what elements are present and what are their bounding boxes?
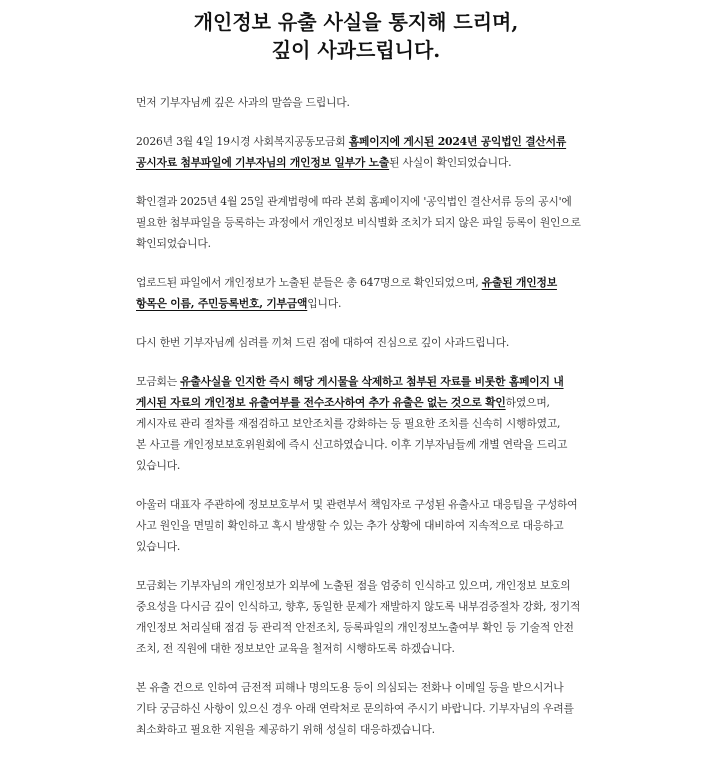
emphasized-text: 항목은 이름, 주민등록번호, 기부금액 (136, 297, 308, 310)
notice-body (136, 92, 586, 758)
paragraph-line (136, 515, 586, 536)
paragraph-4 (136, 272, 586, 314)
paragraph-line (136, 698, 586, 719)
paragraph-line (136, 212, 586, 233)
body-text: 확인결과 2025년 4월 25일 관계법령에 따라 본회 홈페이지에 '공익법인 결산서류 등의 공시'에 (136, 195, 572, 208)
body-text: 있습니다. (136, 459, 181, 472)
body-text: 모금회는 (136, 375, 181, 388)
paragraph-line (136, 638, 586, 659)
paragraph-line (136, 575, 586, 596)
body-text: 다시 한번 기부자님께 심려를 끼쳐 드린 점에 대하여 진심으로 깊이 사과드립니다. (136, 336, 510, 349)
body-text: 기타 궁금하신 사항이 있으신 경우 아래 연락처로 문의하여 주시기 바랍니다. 기부자님의 우려를 (136, 702, 574, 715)
paragraph-line (136, 677, 586, 698)
paragraph-6 (136, 371, 586, 476)
paragraph-1 (136, 92, 586, 113)
emphasized-text: 공시자료 첨부파일에 기부자님의 개인정보 일부가 노출 (136, 156, 390, 169)
paragraph-line (136, 131, 586, 152)
paragraph-3 (136, 191, 586, 254)
body-text: 된 사실이 확인되었습니다. (389, 156, 512, 169)
body-text: 게시자료 관리 절차를 재점검하고 보안조치를 강화하는 등 필요한 조치를 신속히 시행하였고, (136, 417, 561, 430)
title-line-1: 개인정보 유출 사실을 통지해 드리며, (193, 10, 519, 34)
paragraph-line (136, 434, 586, 455)
emphasized-text: 유출사실을 인지한 즉시 해당 게시물을 삭제하고 첨부된 자료를 비롯한 홈페이지 내 (180, 375, 564, 388)
emphasized-text: 유출된 개인정보 (481, 276, 557, 289)
paragraph-9 (136, 677, 586, 740)
body-text: 모금회는 기부자님의 개인정보가 외부에 노출된 점을 엄중히 인식하고 있으며, 개인정보 보호의 (136, 579, 571, 592)
page-title (0, 8, 712, 64)
body-text: 아울러 대표자 주관하에 정보보호부서 및 관련부서 책임자로 구성된 유출사고 대응팀을 구성하여 (136, 498, 578, 511)
paragraph-line (136, 392, 586, 413)
paragraph-line (136, 272, 586, 293)
paragraph-line (136, 332, 586, 353)
paragraph-line (136, 371, 586, 392)
paragraph-line (136, 596, 586, 617)
body-text: 사고 원인을 면밀히 확인하고 혹시 발생할 수 있는 추가 상황에 대비하여 지속적으로 대응하고 (136, 519, 564, 532)
paragraph-line (136, 413, 586, 434)
body-text: 중요성을 다시금 깊이 인식하고, 향후, 동일한 문제가 재발하지 않도록 내부검증절차 강화, 정기적 (136, 600, 581, 613)
paragraph-line (136, 191, 586, 212)
body-text: 필요한 첨부파일을 등록하는 과정에서 개인정보 비식별화 조치가 되지 않은 파일 등록이 원인으로 (136, 216, 581, 229)
paragraph-line (136, 92, 586, 113)
paragraph-8 (136, 575, 586, 659)
body-text: 입니다. (307, 297, 342, 310)
paragraph-line (136, 719, 586, 740)
paragraph-5 (136, 332, 586, 353)
body-text: 본 유출 건으로 인하여 금전적 피해나 명의도용 등이 의심되는 전화나 이메일 등을 받으시거나 (136, 681, 564, 694)
body-text: 업로드된 파일에서 개인정보가 노출된 분들은 총 647명으로 확인되었으며, (136, 276, 482, 289)
paragraph-2 (136, 131, 586, 173)
paragraph-line (136, 152, 586, 173)
paragraph-line (136, 536, 586, 557)
body-text: 조치, 전 직원에 대한 정보보안 교육을 철저히 시행하도록 하겠습니다. (136, 642, 455, 655)
paragraph-line (136, 494, 586, 515)
body-text: 있습니다. (136, 540, 181, 553)
title-line-2: 깊이 사과드립니다. (271, 38, 441, 62)
paragraph-line (136, 617, 586, 638)
emphasized-text: 홈페이지에 게시된 2024년 공익법인 결산서류 (348, 135, 567, 148)
emphasized-text: 게시된 자료의 개인정보 유출여부를 전수조사하여 추가 유출은 없는 것으로 확인 (136, 396, 506, 409)
body-text: 최소화하고 필요한 지원을 제공하기 위해 성실히 대응하겠습니다. (136, 723, 435, 736)
paragraph-7 (136, 494, 586, 557)
body-text: 본 사고를 개인정보보호위원회에 즉시 신고하였습니다. 이후 기부자님들께 개별 연락을 드리고 (136, 438, 568, 451)
paragraph-line (136, 293, 586, 314)
body-text: 하였으며, (505, 396, 550, 409)
body-text: 개인정보 처리실태 점검 등 관리적 안전조치, 등록파일의 개인정보노출여부 확인 등 기술적 안전 (136, 621, 574, 634)
body-text: 확인되었습니다. (136, 237, 211, 250)
paragraph-line (136, 233, 586, 254)
body-text: 먼저 기부자님께 깊은 사과의 말씀을 드립니다. (136, 96, 350, 109)
paragraph-line (136, 455, 586, 476)
body-text: 2026년 3월 4일 19시경 사회복지공동모금회 (136, 135, 349, 148)
